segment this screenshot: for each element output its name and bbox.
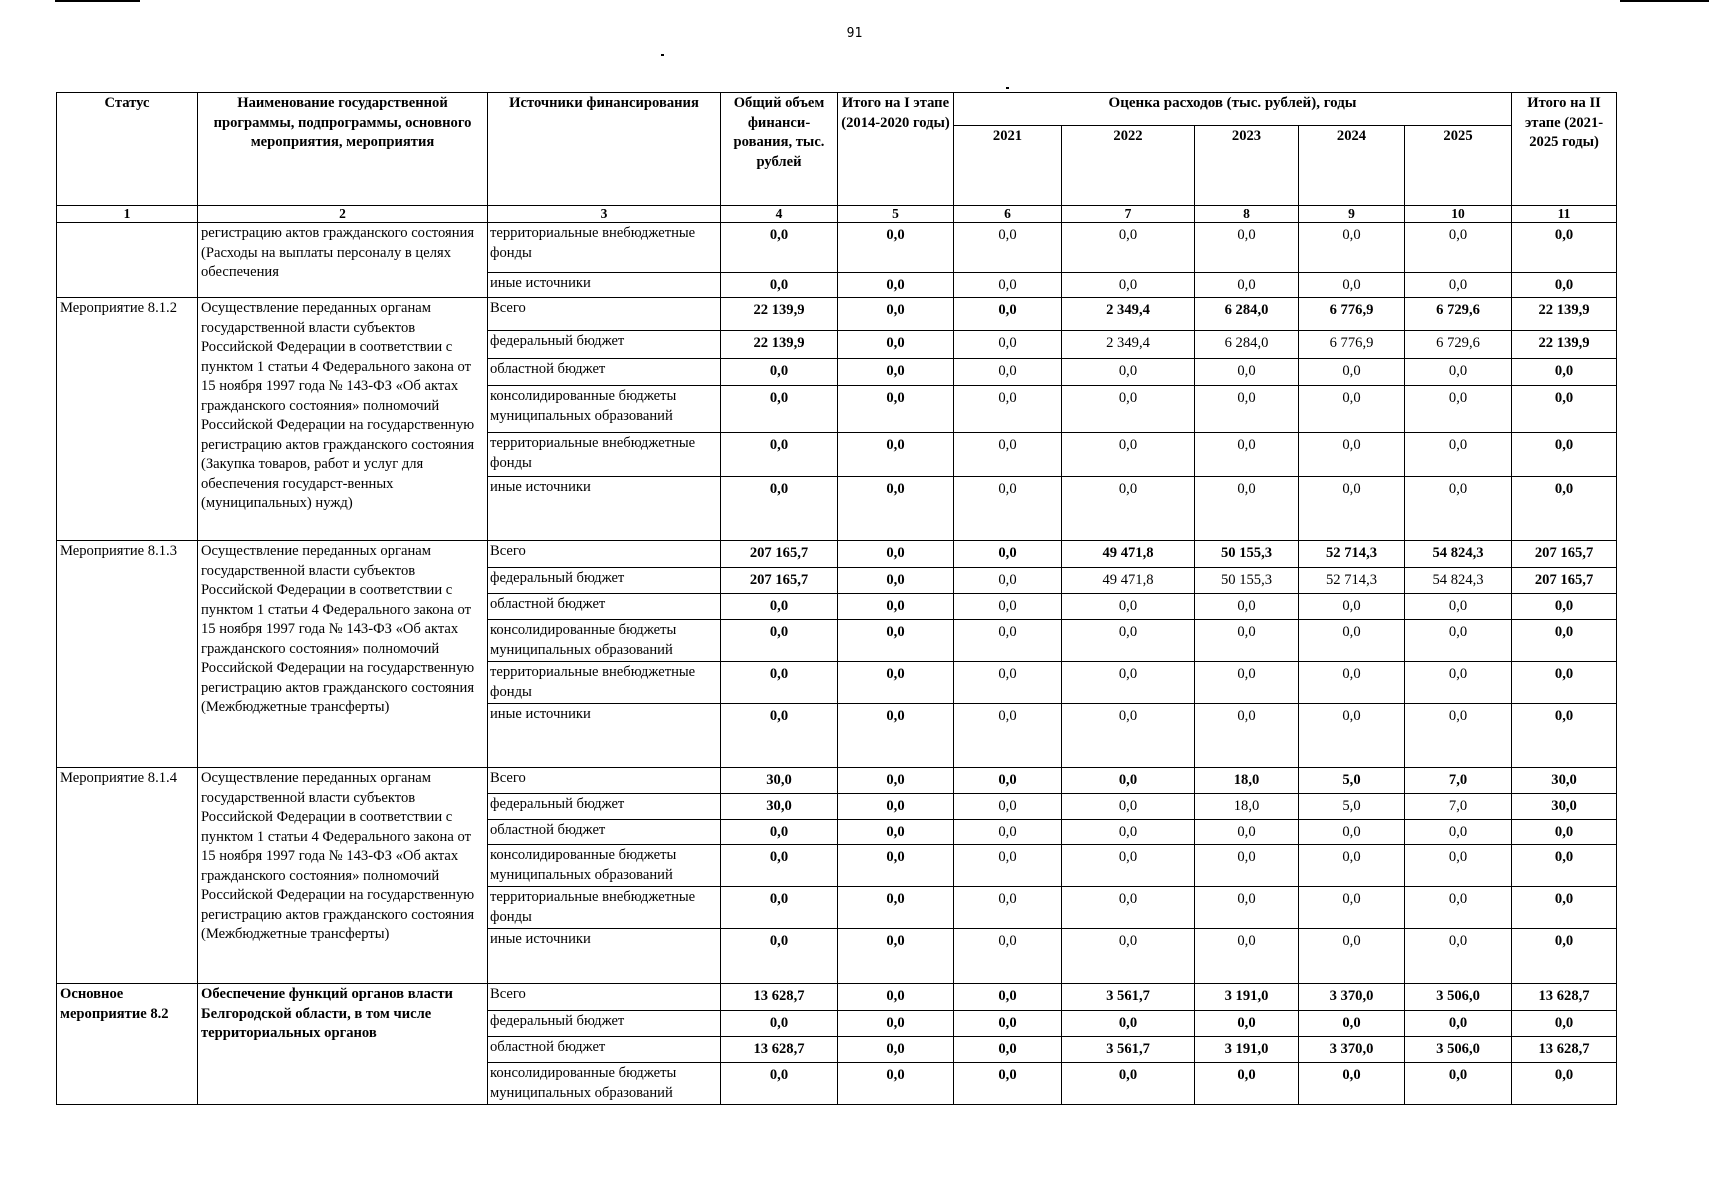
value-cell: 0,0 [1405,273,1512,298]
value-cell: 0,0 [1195,433,1299,477]
value-cell: 0,0 [1299,704,1405,768]
header-year: 2025 [1405,126,1512,206]
scan-speck [661,54,664,56]
value-cell: 0,0 [1195,1063,1299,1105]
funding-source-cell: областной бюджет [488,359,721,386]
value-cell: 0,0 [1299,662,1405,704]
value-cell: 22 139,9 [721,298,838,331]
funding-source-cell: федеральный бюджет [488,794,721,820]
funding-source-cell: областной бюджет [488,1037,721,1063]
column-number: 7 [1062,206,1195,223]
funding-source-cell: иные источники [488,704,721,768]
value-cell: 0,0 [838,887,954,929]
value-cell: 0,0 [1299,820,1405,845]
value-cell: 0,0 [721,1063,838,1105]
table-row [57,541,1617,568]
value-cell: 6 776,9 [1299,298,1405,331]
value-cell: 0,0 [1405,662,1512,704]
value-cell: 0,0 [838,768,954,794]
value-cell: 0,0 [1195,704,1299,768]
value-cell: 0,0 [1512,386,1617,433]
column-number: 1 [57,206,198,223]
funding-source-cell: иные источники [488,929,721,984]
value-cell: 0,0 [838,568,954,594]
value-cell: 0,0 [1195,273,1299,298]
value-cell: 0,0 [954,359,1062,386]
value-cell: 0,0 [954,386,1062,433]
value-cell: 3 506,0 [1405,1037,1512,1063]
value-cell: 0,0 [721,845,838,887]
value-cell: 0,0 [1512,433,1617,477]
value-cell: 0,0 [1195,620,1299,662]
table-row [57,984,1617,1011]
value-cell: 0,0 [1512,662,1617,704]
value-cell: 0,0 [954,568,1062,594]
funding-source-cell: консолидированные бюджеты муниципальных образований [488,386,721,433]
value-cell: 0,0 [954,820,1062,845]
value-cell: 0,0 [1062,845,1195,887]
value-cell: 0,0 [954,662,1062,704]
header-name: Наименование государственной программы, подпрограммы, основного мероприятия, мероприятия [198,93,488,206]
value-cell: 2 349,4 [1062,331,1195,359]
value-cell: 0,0 [1299,359,1405,386]
value-cell: 0,0 [1512,594,1617,620]
value-cell: 0,0 [838,794,954,820]
value-cell: 0,0 [721,620,838,662]
value-cell: 54 824,3 [1405,541,1512,568]
value-cell: 0,0 [721,223,838,273]
value-cell: 0,0 [721,433,838,477]
value-cell: 3 561,7 [1062,984,1195,1011]
funding-source-cell: иные источники [488,477,721,541]
value-cell: 0,0 [721,704,838,768]
value-cell: 0,0 [721,887,838,929]
value-cell: 0,0 [1405,433,1512,477]
value-cell: 0,0 [1299,433,1405,477]
value-cell: 0,0 [1062,887,1195,929]
status-cell: Мероприятие 8.1.3 [57,541,198,768]
value-cell: 0,0 [1512,223,1617,273]
column-number: 9 [1299,206,1405,223]
value-cell: 3 506,0 [1405,984,1512,1011]
value-cell: 50 155,3 [1195,541,1299,568]
value-cell: 0,0 [838,1063,954,1105]
value-cell: 3 370,0 [1299,984,1405,1011]
value-cell: 3 191,0 [1195,984,1299,1011]
value-cell: 0,0 [838,386,954,433]
value-cell: 0,0 [1512,620,1617,662]
value-cell: 3 191,0 [1195,1037,1299,1063]
financing-table [56,92,1617,1105]
value-cell: 5,0 [1299,794,1405,820]
value-cell: 30,0 [1512,768,1617,794]
value-cell: 0,0 [954,984,1062,1011]
value-cell: 0,0 [721,273,838,298]
value-cell: 0,0 [1405,845,1512,887]
value-cell: 30,0 [721,794,838,820]
value-cell: 0,0 [1062,794,1195,820]
scan-edge-line [55,0,140,2]
value-cell: 0,0 [838,594,954,620]
value-cell: 0,0 [1405,887,1512,929]
value-cell: 0,0 [954,704,1062,768]
value-cell: 0,0 [1062,386,1195,433]
value-cell: 6 776,9 [1299,331,1405,359]
value-cell: 0,0 [954,223,1062,273]
value-cell: 0,0 [1195,386,1299,433]
value-cell: 0,0 [1062,223,1195,273]
value-cell: 0,0 [1299,887,1405,929]
value-cell: 0,0 [954,1011,1062,1037]
status-cell: Основное мероприятие 8.2 [57,984,198,1105]
measure-name-cell: Осуществление переданных органам государственной власти субъектов Российской Федерации в соответствии с пунктом 1 статьи 4 Федерального закона от 15 ноября 1997 года № 143-ФЗ «Об актах гражданского состояния» полномочий Российской Федерации на государственную регистрацию актов гражданского состояния (Межбюджетные трансферты) [198,541,488,768]
value-cell: 207 165,7 [1512,568,1617,594]
value-cell: 30,0 [1512,794,1617,820]
value-cell: 0,0 [1062,477,1195,541]
value-cell: 0,0 [721,594,838,620]
funding-source-cell: Всего [488,541,721,568]
value-cell: 49 471,8 [1062,568,1195,594]
value-cell: 22 139,9 [1512,298,1617,331]
value-cell: 0,0 [1299,845,1405,887]
header-year: 2022 [1062,126,1195,206]
value-cell: 0,0 [1195,1011,1299,1037]
value-cell: 0,0 [954,794,1062,820]
funding-source-cell: федеральный бюджет [488,331,721,359]
value-cell: 0,0 [1195,594,1299,620]
value-cell: 6 729,6 [1405,331,1512,359]
value-cell: 13 628,7 [721,984,838,1011]
value-cell: 0,0 [1405,1011,1512,1037]
value-cell: 0,0 [1299,620,1405,662]
value-cell: 0,0 [1195,820,1299,845]
funding-source-cell: консолидированные бюджеты муниципальных образований [488,1063,721,1105]
header-year: 2024 [1299,126,1405,206]
value-cell: 30,0 [721,768,838,794]
column-number: 4 [721,206,838,223]
value-cell: 0,0 [1405,620,1512,662]
funding-source-cell: территориальные внебюджетные фонды [488,433,721,477]
funding-source-cell: федеральный бюджет [488,1011,721,1037]
value-cell: 0,0 [1062,594,1195,620]
funding-source-cell: консолидированные бюджеты муниципальных образований [488,620,721,662]
funding-source-cell: Всего [488,984,721,1011]
value-cell: 7,0 [1405,768,1512,794]
funding-source-cell: Всего [488,768,721,794]
value-cell: 0,0 [838,929,954,984]
value-cell: 54 824,3 [1405,568,1512,594]
value-cell: 0,0 [954,477,1062,541]
value-cell: 0,0 [1512,273,1617,298]
value-cell: 0,0 [1062,1011,1195,1037]
value-cell: 6 729,6 [1405,298,1512,331]
value-cell: 13 628,7 [721,1037,838,1063]
value-cell: 0,0 [1405,820,1512,845]
column-number: 5 [838,206,954,223]
table-row [57,768,1617,794]
value-cell: 0,0 [838,984,954,1011]
funding-source-cell: Всего [488,298,721,331]
value-cell: 0,0 [1195,223,1299,273]
value-cell: 52 714,3 [1299,568,1405,594]
funding-source-cell: территориальные внебюджетные фонды [488,662,721,704]
value-cell: 0,0 [1405,386,1512,433]
value-cell: 13 628,7 [1512,984,1617,1011]
value-cell: 0,0 [1195,662,1299,704]
value-cell: 52 714,3 [1299,541,1405,568]
scan-speck [1006,87,1009,89]
header-total: Общий объем финанси-рования, тыс. рублей [721,93,838,206]
status-cell: Мероприятие 8.1.4 [57,768,198,984]
header-estimate: Оценка расходов (тыс. рублей), годы [954,93,1512,126]
value-cell: 7,0 [1405,794,1512,820]
value-cell: 5,0 [1299,768,1405,794]
column-number: 11 [1512,206,1617,223]
value-cell: 0,0 [1512,359,1617,386]
value-cell: 0,0 [1195,359,1299,386]
value-cell: 0,0 [1062,704,1195,768]
value-cell: 49 471,8 [1062,541,1195,568]
header-status: Статус [57,93,198,206]
value-cell: 0,0 [1405,929,1512,984]
header-stage2: Итого на II этапе (2021-2025 годы) [1512,93,1617,206]
value-cell: 0,0 [838,223,954,273]
header-year: 2021 [954,126,1062,206]
value-cell: 0,0 [838,704,954,768]
value-cell: 0,0 [1062,359,1195,386]
value-cell: 0,0 [954,845,1062,887]
value-cell: 0,0 [1299,594,1405,620]
value-cell: 2 349,4 [1062,298,1195,331]
value-cell: 0,0 [1405,594,1512,620]
value-cell: 50 155,3 [1195,568,1299,594]
value-cell: 0,0 [1405,1063,1512,1105]
value-cell: 207 165,7 [1512,541,1617,568]
value-cell: 0,0 [1195,845,1299,887]
value-cell: 0,0 [838,433,954,477]
column-numbers-row [57,206,1617,223]
value-cell: 0,0 [721,386,838,433]
header-year: 2023 [1195,126,1299,206]
value-cell: 0,0 [1299,1011,1405,1037]
value-cell: 0,0 [838,477,954,541]
column-number: 6 [954,206,1062,223]
value-cell: 0,0 [1062,620,1195,662]
value-cell: 0,0 [1062,1063,1195,1105]
value-cell: 0,0 [1299,223,1405,273]
funding-source-cell: областной бюджет [488,820,721,845]
value-cell: 0,0 [1299,386,1405,433]
value-cell: 0,0 [1512,929,1617,984]
value-cell: 0,0 [1062,662,1195,704]
value-cell: 207 165,7 [721,568,838,594]
value-cell: 0,0 [954,273,1062,298]
table-row [57,223,1617,273]
value-cell: 0,0 [954,541,1062,568]
status-cell: Мероприятие 8.1.2 [57,298,198,541]
value-cell: 0,0 [721,359,838,386]
value-cell: 0,0 [1512,887,1617,929]
value-cell: 0,0 [1195,929,1299,984]
value-cell: 0,0 [954,887,1062,929]
column-number: 2 [198,206,488,223]
value-cell: 0,0 [1062,820,1195,845]
funding-source-cell: федеральный бюджет [488,568,721,594]
value-cell: 0,0 [838,620,954,662]
value-cell: 22 139,9 [1512,331,1617,359]
funding-source-cell: консолидированные бюджеты муниципальных образований [488,845,721,887]
value-cell: 0,0 [1299,929,1405,984]
value-cell: 6 284,0 [1195,298,1299,331]
value-cell: 0,0 [1512,1063,1617,1105]
header-stage1: Итого на I этапе (2014-2020 годы) [838,93,954,206]
value-cell: 0,0 [1062,929,1195,984]
value-cell: 22 139,9 [721,331,838,359]
table-body [57,223,1617,1105]
status-cell [57,223,198,298]
value-cell: 3 370,0 [1299,1037,1405,1063]
value-cell: 0,0 [838,331,954,359]
value-cell: 0,0 [1512,704,1617,768]
value-cell: 0,0 [954,1063,1062,1105]
value-cell: 0,0 [1062,768,1195,794]
value-cell: 3 561,7 [1062,1037,1195,1063]
column-number: 8 [1195,206,1299,223]
value-cell: 0,0 [721,1011,838,1037]
value-cell: 0,0 [1512,1011,1617,1037]
value-cell: 0,0 [1405,704,1512,768]
value-cell: 0,0 [1512,845,1617,887]
value-cell: 0,0 [954,331,1062,359]
table-row [57,298,1617,331]
value-cell: 0,0 [838,273,954,298]
value-cell: 0,0 [1512,820,1617,845]
value-cell: 0,0 [838,820,954,845]
value-cell: 0,0 [954,433,1062,477]
value-cell: 0,0 [1299,477,1405,541]
value-cell: 0,0 [838,662,954,704]
funding-source-cell: областной бюджет [488,594,721,620]
value-cell: 0,0 [954,620,1062,662]
funding-source-cell: территориальные внебюджетные фонды [488,223,721,273]
value-cell: 0,0 [954,594,1062,620]
value-cell: 0,0 [838,541,954,568]
value-cell: 0,0 [838,845,954,887]
value-cell: 0,0 [838,1037,954,1063]
funding-source-cell: иные источники [488,273,721,298]
measure-name-cell: регистрацию актов гражданского состояния (Расходы на выплаты персоналу в целях обеспечения [198,223,488,298]
value-cell: 18,0 [1195,768,1299,794]
value-cell: 0,0 [721,820,838,845]
value-cell: 0,0 [1405,223,1512,273]
value-cell: 0,0 [954,768,1062,794]
header-sources: Источники финансирования [488,93,721,206]
value-cell: 0,0 [721,929,838,984]
value-cell: 0,0 [1405,359,1512,386]
value-cell: 0,0 [1062,273,1195,298]
value-cell: 0,0 [838,298,954,331]
column-number: 3 [488,206,721,223]
value-cell: 0,0 [1299,273,1405,298]
page-number: 91 [846,26,863,41]
value-cell: 0,0 [1512,477,1617,541]
value-cell: 0,0 [721,662,838,704]
scan-edge-line [1620,0,1709,2]
value-cell: 0,0 [838,359,954,386]
value-cell: 0,0 [1062,433,1195,477]
measure-name-cell: Осуществление переданных органам государственной власти субъектов Российской Федерации в соответствии с пунктом 1 статьи 4 Федерального закона от 15 ноября 1997 года № 143-ФЗ «Об актах гражданского состояния» полномочий Российской Федерации на государственную регистрацию актов гражданского состояния (Межбюджетные трансферты) [198,768,488,984]
funding-source-cell: территориальные внебюджетные фонды [488,887,721,929]
value-cell: 0,0 [954,1037,1062,1063]
value-cell: 0,0 [838,1011,954,1037]
column-number: 10 [1405,206,1512,223]
value-cell: 0,0 [954,298,1062,331]
value-cell: 13 628,7 [1512,1037,1617,1063]
value-cell: 0,0 [1405,477,1512,541]
value-cell: 0,0 [1195,887,1299,929]
measure-name-cell: Осуществление переданных органам государственной власти субъектов Российской Федерации в соответствии с пунктом 1 статьи 4 Федерального закона от 15 ноября 1997 года № 143-ФЗ «Об актах гражданского состояния» полномочий Российской Федерации на государственную регистрацию актов гражданского состояния (Закупка товаров, работ и услуг для обеспечения государст-венных (муниципальных) нужд) [198,298,488,541]
value-cell: 6 284,0 [1195,331,1299,359]
value-cell: 0,0 [1299,1063,1405,1105]
value-cell: 0,0 [1195,477,1299,541]
value-cell: 207 165,7 [721,541,838,568]
value-cell: 0,0 [954,929,1062,984]
value-cell: 18,0 [1195,794,1299,820]
value-cell: 0,0 [721,477,838,541]
measure-name-cell: Обеспечение функций органов власти Белгородской области, в том числе территориальных органов [198,984,488,1105]
